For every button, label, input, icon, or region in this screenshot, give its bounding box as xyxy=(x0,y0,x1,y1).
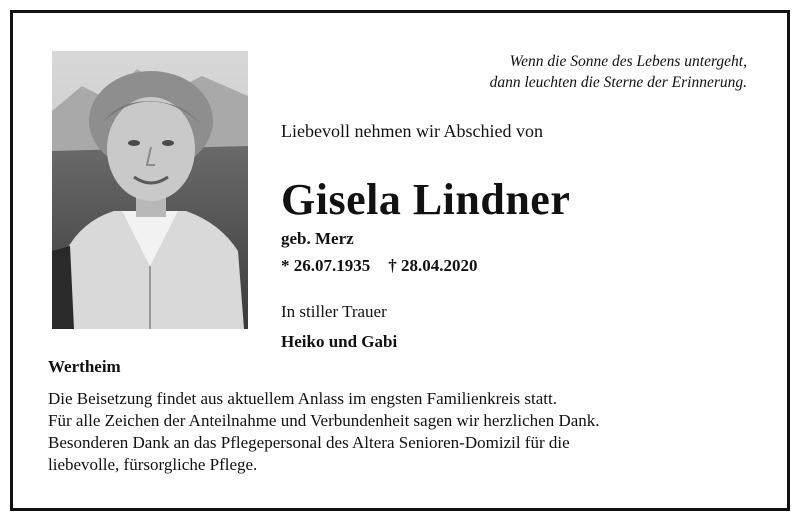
mourners-names: Heiko und Gabi xyxy=(281,332,398,351)
place-name: Wertheim xyxy=(48,357,121,376)
portrait-photo xyxy=(52,51,248,329)
farewell-intro: Liebevoll nehmen wir Abschied von xyxy=(281,121,543,141)
quote-line-2: dann leuchten die Sterne der Erinnerung. xyxy=(489,74,747,91)
notice-line: Für alle Zeichen der Anteilnahme und Verbundenheit sagen wir herzlichen Dank. xyxy=(48,411,600,430)
death-date: † 28.04.2020 xyxy=(388,256,478,275)
quote-line-1: Wenn die Sonne des Lebens untergeht, xyxy=(509,53,747,70)
birth-date: * 26.07.1935 xyxy=(281,256,371,275)
obituary-frame xyxy=(10,10,790,511)
portrait-photo-icon xyxy=(52,51,248,329)
life-dates xyxy=(281,256,478,276)
memorial-quote xyxy=(490,51,747,93)
notice-line: liebevolle, fürsorgliche Pflege. xyxy=(48,455,258,474)
notice-line: Die Beisetzung findet aus aktuellem Anlass im engsten Familienkreis statt. xyxy=(48,389,557,408)
deceased-name: Gisela Lindner xyxy=(281,175,571,224)
born-name: geb. Merz xyxy=(281,229,354,248)
mourning-phrase: In stiller Trauer xyxy=(281,302,387,321)
notice-line: Besonderen Dank an das Pflegepersonal des Altera Senioren-Domizil für die xyxy=(48,433,570,452)
funeral-notice xyxy=(48,388,768,476)
